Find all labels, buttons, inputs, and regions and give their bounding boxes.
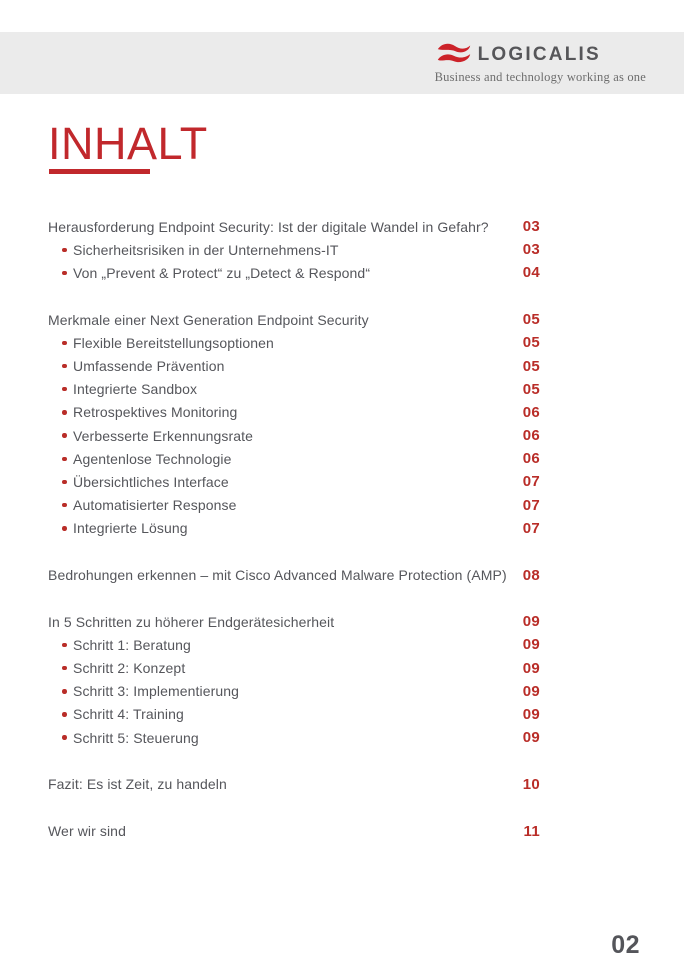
toc-entry-label: Integrierte Lösung (73, 520, 188, 537)
toc-entry-label-wrap (48, 614, 334, 630)
toc-entry-label: Schritt 3: Implementierung (73, 683, 240, 700)
toc-entry-label-wrap (48, 823, 126, 839)
toc-entry-label-wrap (48, 265, 370, 281)
toc-entry-label: Schritt 2: Konzept (73, 660, 186, 677)
toc-entry-page: 04 (522, 264, 540, 282)
toc-entry-page: 09 (522, 636, 540, 654)
toc-entry-label-wrap (48, 219, 489, 235)
toc-entry-label: Wer wir sind (48, 823, 126, 840)
bullet-icon (62, 457, 67, 462)
toc-entry (48, 470, 540, 493)
toc-section (48, 308, 540, 540)
toc-entry (48, 517, 540, 540)
toc-entry-page: 05 (522, 380, 540, 398)
toc-entry-label: Retrospektives Monitoring (73, 404, 238, 421)
bullet-icon (62, 433, 67, 438)
bullet-icon (62, 643, 67, 648)
toc-entry-label: Schritt 1: Beratung (73, 636, 191, 653)
toc-entry (48, 610, 540, 633)
toc-entry-label-wrap (48, 335, 274, 351)
toc-entry-page: 07 (522, 496, 540, 514)
toc-entry-label: Herausforderung Endpoint Security: Ist der digitale Wandel in Gefahr? (48, 218, 489, 235)
bullet-icon (62, 248, 67, 253)
toc-entry-page: 06 (522, 403, 540, 421)
toc-entry (48, 680, 540, 703)
toc-entry-page: 09 (522, 659, 540, 677)
toc-entry (48, 308, 540, 331)
toc-entry-label: Flexible Bereitstellungsoptionen (73, 334, 274, 351)
toc-entry (48, 726, 540, 749)
bullet-icon (62, 503, 67, 508)
toc-entry-label-wrap (48, 567, 507, 583)
toc-entry (48, 331, 540, 354)
toc-entry-label-wrap (48, 660, 185, 676)
toc-entry-label-wrap (48, 520, 188, 536)
toc-entry-label-wrap (48, 474, 229, 490)
toc-entry-page: 09 (522, 705, 540, 723)
logicalis-swirl-icon (435, 41, 473, 68)
toc-entry (48, 215, 540, 238)
header-band (0, 32, 684, 94)
toc-entry-label-wrap (48, 428, 253, 444)
toc-entry-label: Agentenlose Technologie (73, 450, 232, 467)
toc-entry (48, 657, 540, 680)
toc-entry-label-wrap (48, 242, 339, 258)
toc-entry (48, 703, 540, 726)
toc-entry (48, 378, 540, 401)
bullet-icon (62, 526, 67, 531)
bullet-icon (62, 480, 67, 485)
toc-entry-label: Schritt 5: Steuerung (73, 729, 199, 746)
toc-entry-label-wrap (48, 358, 225, 374)
toc-entry-page: 05 (522, 311, 540, 329)
toc-entry-label: Fazit: Es ist Zeit, zu handeln (48, 776, 227, 793)
bullet-icon (62, 689, 67, 694)
toc-entry-page: 07 (522, 473, 540, 491)
toc-entry (48, 424, 540, 447)
toc-entry-label: Integrierte Sandbox (73, 381, 198, 398)
toc-section (48, 215, 540, 285)
bullet-icon (62, 735, 67, 740)
toc-entry-page: 10 (522, 775, 540, 793)
toc-entry-label: Von „Prevent & Protect“ zu „Detect & Respond“ (73, 264, 371, 281)
toc-entry-label: Verbesserte Erkennungsrate (73, 427, 254, 444)
bullet-icon (62, 341, 67, 346)
bullet-icon (62, 712, 67, 717)
toc-entry-page: 09 (522, 682, 540, 700)
toc-entry-label: Merkmale einer Next Generation Endpoint Security (48, 311, 369, 328)
toc-entry-label: Sicherheitsrisiken in der Unternehmens-IT (73, 241, 339, 258)
toc-entry-page: 11 (523, 822, 540, 840)
toc-entry (48, 563, 540, 586)
toc-entry-label: Umfassende Prävention (73, 358, 225, 375)
bullet-icon (62, 387, 67, 392)
toc-entry (48, 494, 540, 517)
toc-entry-label-wrap (48, 404, 237, 420)
toc-entry-page: 09 (522, 729, 540, 747)
toc-entry-label-wrap (48, 730, 199, 746)
toc-section (48, 563, 540, 586)
toc-entry-page: 06 (522, 450, 540, 468)
toc-entry-label-wrap (48, 451, 232, 467)
toc-entry-label: In 5 Schritten zu höherer Endgerätesicherheit (48, 613, 335, 630)
toc-entry-page: 05 (522, 357, 540, 375)
toc-entry-page: 03 (522, 241, 540, 259)
toc-entry-page: 06 (522, 427, 540, 445)
toc-section (48, 610, 540, 749)
toc-entry-page: 08 (522, 566, 540, 584)
toc-entry (48, 354, 540, 377)
toc-entry-label-wrap (48, 497, 236, 513)
page-number: 02 (611, 931, 640, 959)
toc-entry (48, 447, 540, 470)
toc-entry-label-wrap (48, 312, 369, 328)
toc-list (48, 215, 540, 866)
bullet-icon (62, 410, 67, 415)
bullet-icon (62, 271, 67, 276)
toc-entry (48, 261, 540, 284)
toc-entry-page: 03 (522, 218, 540, 236)
toc-entry-page: 05 (522, 334, 540, 352)
toc-entry-label: Automatisierter Response (73, 497, 237, 514)
title-underline (49, 169, 150, 174)
toc-entry-page: 09 (522, 613, 540, 631)
toc-entry-label-wrap (48, 683, 239, 699)
toc-entry (48, 773, 540, 796)
toc-entry (48, 238, 540, 261)
toc-entry-label-wrap (48, 706, 184, 722)
logo-wordmark: LOGICALIS (477, 43, 601, 65)
toc-entry (48, 819, 540, 842)
toc-section (48, 773, 540, 796)
toc-entry-label: Bedrohungen erkennen – mit Cisco Advanced Malware Protection (AMP) (48, 567, 507, 584)
toc-entry-label: Übersichtliches Interface (73, 473, 229, 490)
toc-section (48, 819, 540, 842)
toc-entry (48, 633, 540, 656)
page-title: INHALT (48, 118, 208, 169)
toc-entry-label-wrap (48, 637, 191, 653)
toc-entry-label-wrap (48, 381, 197, 397)
bullet-icon (62, 666, 67, 671)
toc-entry-label-wrap (48, 776, 227, 792)
toc-entry-label: Schritt 4: Training (73, 706, 184, 723)
bullet-icon (62, 364, 67, 369)
toc-entry-page: 07 (522, 519, 540, 537)
logo-tagline: Business and technology working as one (434, 70, 646, 84)
logicalis-logo (435, 41, 646, 85)
toc-entry (48, 401, 540, 424)
